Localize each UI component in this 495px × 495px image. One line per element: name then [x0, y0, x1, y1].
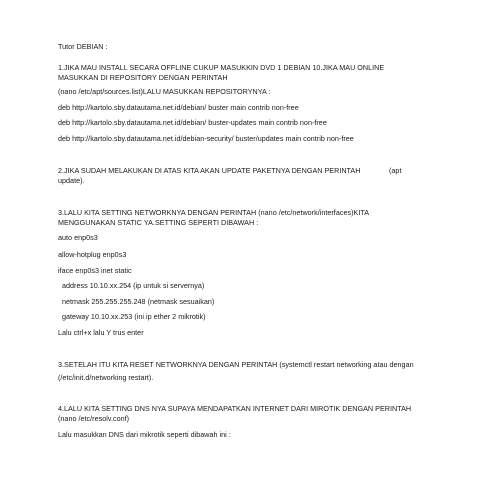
- config-netmask: netmask 255.255.255.248 (netmask sesuaikan): [62, 297, 215, 306]
- step3-heading-line2: MENGGUNAKAN STATIC YA.SETTING SEPERTI DIBAWAH :: [58, 218, 259, 227]
- config-gateway: gateway 10.10.xx.253 (ini ip ether 2 mikrotik): [62, 312, 206, 321]
- config-address: address 10.10.xx.254 (ip untuk si servernya): [62, 281, 205, 290]
- config-auto: auto enp0s3: [58, 233, 98, 242]
- repo-line-3: deb http://kartolo.sby.datautama.net.id/debian-security/ buster/updates main contrib non-free: [58, 134, 354, 143]
- step3-heading-line1: 3.LALU KITA SETTING NETWORKNYA DENGAN PERINTAH (nano /etc/network/interfaces)KITA: [58, 208, 370, 217]
- step2-line2: update).: [58, 176, 85, 185]
- config-allow-hotplug: allow-hotplug enp0s3: [58, 250, 127, 259]
- step2-line1: 2.JIKA SUDAH MELAKUKAN DI ATAS KITA AKAN UPDATE PAKETNYA DENGAN PERINTAH: [58, 166, 361, 175]
- repo-line-2: deb http://kartolo.sby.datautama.net.id/debian/ buster-updates main contrib non-free: [58, 118, 327, 127]
- step4-line2: (/etc/init.d/networking restart).: [58, 373, 154, 382]
- save-instruction: Lalu ctrl+x lalu Y trus enter: [58, 328, 144, 337]
- config-iface: iface enp0s3 inet static: [58, 266, 132, 275]
- step1-heading-line2: MASUKKAN DI REPOSITORY DENGAN PERINTAH: [58, 73, 228, 82]
- step5-line3: Lalu masukkan DNS dari mikrotik seperti dibawah ini :: [58, 430, 231, 439]
- step2-line1-tail: (apt: [389, 166, 402, 175]
- step1-heading-line1: 1.JIKA MAU INSTALL SECARA OFFLINE CUKUP MASUKKIN DVD 1 DEBIAN 10.JIKA MAU ONLINE: [58, 63, 385, 72]
- step1-command: (nano /etc/apt/sources.list)LALU MASUKKAN REPOSITORYNYA :: [58, 87, 271, 96]
- step5-line2: (nano /etc/resolv.conf): [58, 414, 130, 423]
- step4-line1: 3.SETELAH ITU KITA RESET NETWORKNYA DENGAN PERINTAH (systemctl restart networking atau dengan: [58, 360, 414, 369]
- step5-line1: 4.LALU KITA SETTING DNS NYA SUPAYA MENDAPATKAN INTERNET DARI MIROTIK DENGAN PERINTAH: [58, 404, 412, 413]
- document-title: Tutor DEBIAN :: [58, 42, 108, 51]
- repo-line-1: deb http://kartolo.sby.datautama.net.id/debian/ buster main contrib non-free: [58, 103, 299, 112]
